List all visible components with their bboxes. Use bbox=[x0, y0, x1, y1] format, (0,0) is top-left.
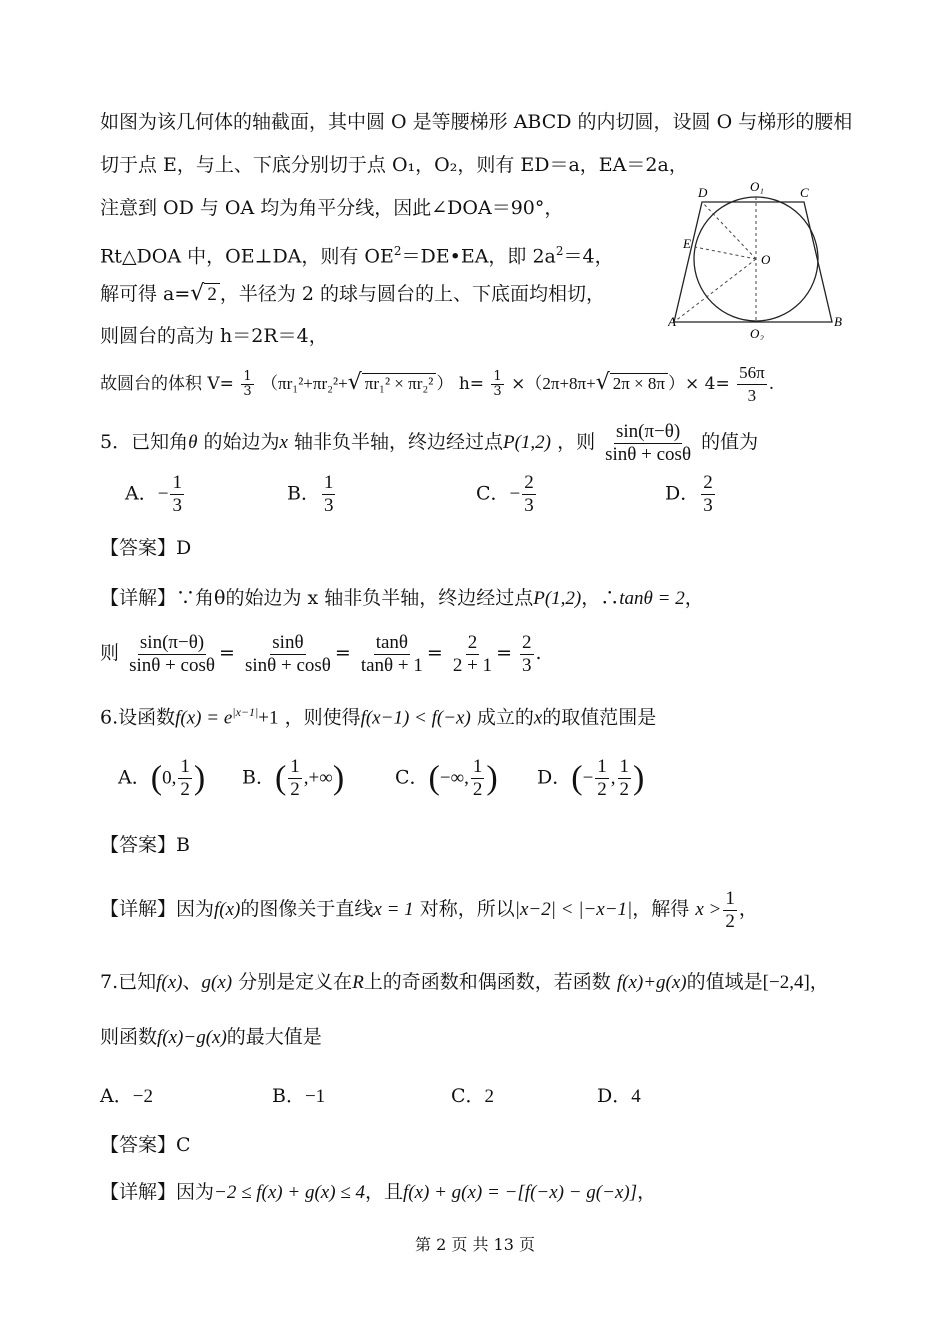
q6-stem: 6.设函数$f(x) = e^{|x-1|}+1$ ，则使得f(x−1) < f(−x) 成立的x的取值范围是 bbox=[100, 705, 657, 729]
q7-stem-2: 则函数f(x)−g(x)的最大值是 bbox=[100, 1026, 322, 1048]
trapezoid-incircle-figure bbox=[668, 180, 850, 340]
q5-option-c: C．− $\frac{2}{3}$ bbox=[476, 472, 534, 516]
q5-option-d: D． $\frac{2}{3}$ bbox=[665, 472, 713, 516]
q6-option-c: C．(−∞, $\frac{1}{2}$ ) bbox=[395, 756, 498, 800]
q5-option-a: A．− $\frac{1}{3}$ bbox=[125, 472, 182, 516]
label-o: O bbox=[761, 252, 771, 267]
q5-detail-2: 则 $\frac{\sin(\pi-\theta)}{\sin\theta + \cos\theta}$ = $\frac{\sin\theta}{\sin\theta + \cos\theta}$ = $\frac{\tan\theta}{\tan\theta + 1}$ = $\frac{2}{2 + 1}$ = $\frac{2}{3}$ . bbox=[100, 631, 542, 676]
q6-option-a: A．(0, $\frac{1}{2}$ ) bbox=[118, 756, 206, 800]
q6-option-b: B．( $\frac{1}{2}$ ,+∞) bbox=[242, 756, 345, 800]
q7-option-a: A．−2 bbox=[100, 1085, 153, 1107]
solution-line-3: 注意到 OD 与 OA 均为角平分线，因此∠DOA＝90°， bbox=[100, 197, 564, 219]
page-footer: 第 2 页 共 13 页 bbox=[415, 1235, 535, 1254]
volume-formula: 故圆台的体积 V= $\frac{1}{3}$ （πr₁²+πr₂²+√ πr₁² × πr₂² ） h= $\frac{1}{3}$ ×（2π+8π+√ 2π × 8π ）× 4= $\frac{56\pi}{3}$ . bbox=[100, 363, 775, 405]
label-c: C bbox=[800, 185, 809, 200]
label-o2: O₂ bbox=[750, 326, 764, 340]
label-e: E bbox=[683, 236, 691, 251]
segment-od bbox=[702, 202, 756, 259]
label-d: D bbox=[698, 185, 708, 200]
q5-option-b: B． $\frac{1}{3}$ bbox=[287, 472, 334, 516]
q6-answer: 【答案】B bbox=[100, 834, 190, 856]
q6-option-d: D．(− $\frac{1}{2}$ , $\frac{1}{2}$ ) bbox=[537, 756, 645, 800]
solution-line-4: Rt△DOA 中，OE⊥DA，则有 $OE^2=DE•EA$，即 $2a^2=4$， bbox=[100, 244, 614, 268]
q7-option-b: B．−1 bbox=[272, 1085, 326, 1107]
label-a: A bbox=[668, 314, 676, 329]
q6-detail: 【详解】因为f(x)的图像关于直线x = 1 对称，所以|x−2| < |−x−1|，解得 x > $\frac{1}{2}$ ， bbox=[100, 887, 758, 932]
solution-line-6: 则圆台的高为 h＝2R＝4， bbox=[100, 325, 328, 347]
solution-line-2: 切于点 E，与上、下底分别切于点 O₁，O₂，则有 ED＝a，EA＝2a， bbox=[100, 154, 688, 176]
q5-stem: 5．已知角θ 的始边为x 轴非负半轴，终边经过点P(1,2) ，则 $\frac{\sin(\pi-\theta)}{\sin\theta + \cos\theta}$ 的值为 bbox=[100, 420, 759, 465]
q7-option-d: D．4 bbox=[597, 1085, 641, 1107]
q5-answer: 【答案】D bbox=[100, 537, 192, 559]
q7-answer: 【答案】C bbox=[100, 1134, 191, 1156]
q5-detail-1: 【详解】∵角θ的始边为 x 轴非负半轴，终边经过点P(1,2)，∴tanθ = 2， bbox=[100, 587, 704, 609]
label-b: B bbox=[834, 314, 842, 329]
label-o1: O₁ bbox=[750, 180, 764, 194]
q7-detail: 【详解】因为−2 ≤ f(x) + g(x) ≤ 4，且f(x) + g(x) = −[f(−x) − g(−x)]， bbox=[100, 1181, 657, 1203]
q7-option-c: C．2 bbox=[451, 1085, 495, 1107]
q7-stem-1: 7.已知f(x)、g(x) 分别是定义在R上的奇函数和偶函数，若函数 f(x)+g(x)的值域是[−2,4]， bbox=[100, 971, 829, 993]
solution-line-5: 解可得 a=√ 2 ，半径为 2 的球与圆台的上、下底面均相切， bbox=[100, 281, 605, 306]
solution-line-1: 如图为该几何体的轴截面，其中圆 O 是等腰梯形 ABCD 的内切圆，设圆 O 与梯形的腰相 bbox=[100, 111, 853, 133]
